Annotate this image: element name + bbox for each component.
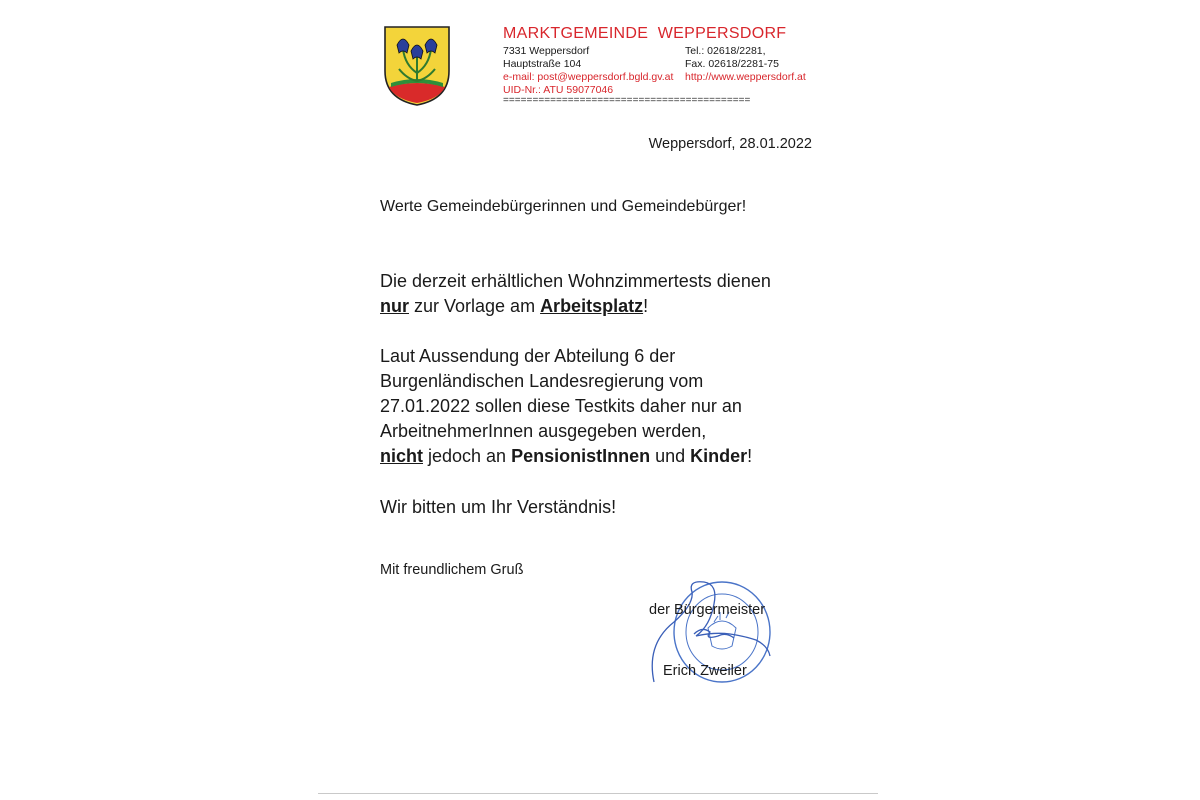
para2-line3: 27.01.2022 sollen diese Testkits daher nur an: [380, 396, 742, 416]
fax-number: Fax. 02618/2281-75: [685, 58, 779, 70]
address-line-1: 7331 Weppersdorf: [503, 45, 590, 57]
para1-line1: Die derzeit erhältlichen Wohnzimmertests dienen: [380, 271, 771, 291]
paragraph-understanding: Wir bitten um Ihr Verständnis!: [380, 497, 617, 517]
para2-line4: ArbeitnehmerInnen ausgegeben werden,: [380, 421, 707, 441]
para2-mid2: und: [650, 446, 691, 466]
uid-number: UID-Nr.: ATU 59077046: [503, 84, 614, 96]
page-bottom-edge: [318, 793, 878, 794]
para1-mid: zur Vorlage am: [409, 296, 541, 316]
emphasis-arbeitsplatz: Arbeitsplatz: [540, 296, 644, 316]
para2-line2: Burgenländischen Landesregierung vom: [380, 371, 704, 391]
emphasis-pensionisten: PensionistInnen: [511, 446, 651, 466]
signatory-role: der Bürgermeister: [649, 602, 766, 618]
para1-end: !: [643, 296, 649, 316]
paragraph-distribution: [380, 344, 820, 469]
municipality-title: MARKTGEMEINDE WEPPERSDORF: [503, 25, 787, 42]
para2-mid1: jedoch an: [423, 446, 512, 466]
telephone-number: Tel.: 02618/2281,: [685, 45, 766, 57]
greeting: Werte Gemeindebürgerinnen und Gemeindebürger!: [380, 198, 747, 215]
closing-salutation: Mit freundlichem Gruß: [380, 562, 524, 578]
website-url: http://www.weppersdorf.at: [685, 71, 806, 83]
signatory-name: Erich Zweiler: [663, 663, 747, 679]
header-divider: ==========================================: [503, 95, 751, 106]
para2-line1: Laut Aussendung der Abteilung 6 der: [380, 346, 676, 366]
emphasis-nicht: nicht: [380, 446, 423, 466]
coat-of-arms-logo: [383, 25, 451, 107]
letter-date: Weppersdorf, 28.01.2022: [648, 136, 812, 152]
para2-end: !: [747, 446, 753, 466]
emphasis-nur: nur: [380, 296, 409, 316]
email-address: e-mail: post@weppersdorf.bgld.gv.at: [503, 71, 674, 83]
paragraph-tests-notice: [380, 269, 820, 319]
address-line-2: Hauptstraße 104: [503, 58, 582, 70]
emphasis-kinder: Kinder: [690, 446, 748, 466]
